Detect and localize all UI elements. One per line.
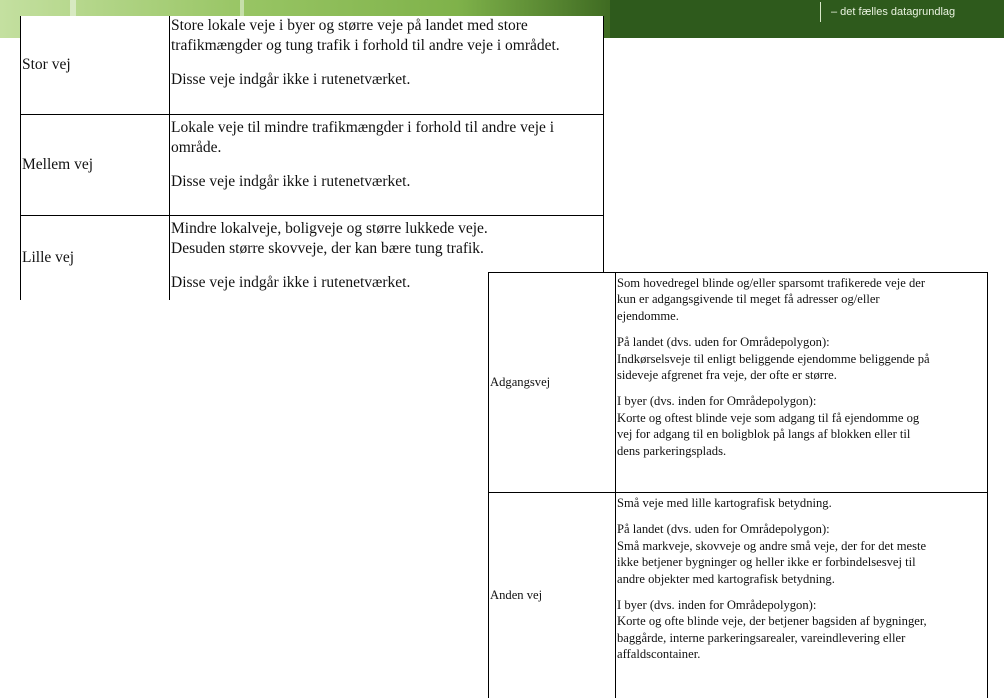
description-line: I byer (dvs. inden for Områdepolygon): (617, 394, 817, 409)
description-line: andre objekter med kartografisk betydning. (617, 571, 835, 586)
description-line: I byer (dvs. inden for Områdepolygon): (617, 598, 817, 613)
row-label: Adgangsvej (489, 273, 616, 493)
table-row (489, 273, 988, 493)
table-row (489, 493, 988, 698)
description-line: vej for adgang til en boligblok på langs af blokken eller til (617, 427, 911, 442)
spacer (617, 587, 986, 597)
row-description (170, 114, 604, 215)
banner-tagline: – det fælles datagrundlag (820, 2, 1004, 22)
description-line: trafikmængder og tung trafik i forhold til andre veje i området. (171, 37, 560, 54)
description-line: På landet (dvs. uden for Områdepolygon): (617, 335, 830, 350)
description-line: Korte og ofte blinde veje, der betjener bagsiden af bygninger, (617, 614, 927, 629)
spacer (171, 158, 602, 172)
spacer (617, 324, 986, 334)
description-line: Desuden større skovveje, der kan bære tung trafik. (171, 239, 484, 257)
table-row (21, 114, 604, 215)
road-class-table-small (488, 272, 988, 698)
description-line: Store lokale veje i byer og større veje på landet med store (171, 17, 528, 34)
spacer (171, 259, 602, 273)
row-description (616, 493, 988, 698)
banner-stripe (240, 0, 244, 16)
description-line: affaldscontainer. (617, 647, 701, 662)
description-line: ejendomme. (617, 308, 679, 323)
description-note: Disse veje indgår ikke i rutenetværket. (171, 71, 411, 88)
road-class-table-large (20, 16, 604, 300)
spacer (617, 511, 986, 521)
description-line: kun er adgangsgivende til meget få adresser og/eller (617, 292, 880, 307)
description-note: Disse veje indgår ikke i rutenetværket. (171, 273, 411, 291)
table-row (21, 16, 604, 114)
row-description (170, 16, 604, 114)
description-line: sideveje afgrenet fra veje, der ofte er større. (617, 368, 837, 383)
description-line: baggårde, interne parkeringsarealer, vareindlevering eller (617, 630, 906, 645)
description-note: Disse veje indgår ikke i rutenetværket. (171, 172, 411, 190)
description-line: Som hovedregel blinde og/eller sparsomt trafikerede veje der (617, 276, 926, 290)
banner-stripe (70, 0, 76, 16)
description-line: Indkørselsveje til enligt beliggende ejendomme beliggende på (617, 351, 930, 366)
description-line: På landet (dvs. uden for Områdepolygon): (617, 522, 830, 537)
description-line: Mindre lokalveje, boligveje og større lukkede veje. (171, 219, 488, 237)
row-label: Stor vej (21, 16, 170, 114)
description-line: Lokale veje til mindre trafikmængder i forhold til andre veje i (171, 118, 555, 136)
spacer (617, 383, 986, 393)
spacer (171, 56, 602, 70)
row-label: Lille vej (21, 215, 170, 300)
row-label: Mellem vej (21, 114, 170, 215)
description-line: ikke betjener bygninger og heller ikke er forbindelsesvej til (617, 555, 916, 570)
description-line: område. (171, 138, 222, 156)
description-line: Små veje med lille kartografisk betydning. (617, 496, 832, 510)
row-label: Anden vej (489, 493, 616, 698)
description-line: Små markveje, skovveje og andre små veje, der for det meste (617, 538, 927, 553)
row-description (616, 273, 988, 493)
description-line: Korte og oftest blinde veje som adgang til få ejendomme og (617, 410, 920, 425)
description-line: dens parkeringsplads. (617, 443, 727, 458)
